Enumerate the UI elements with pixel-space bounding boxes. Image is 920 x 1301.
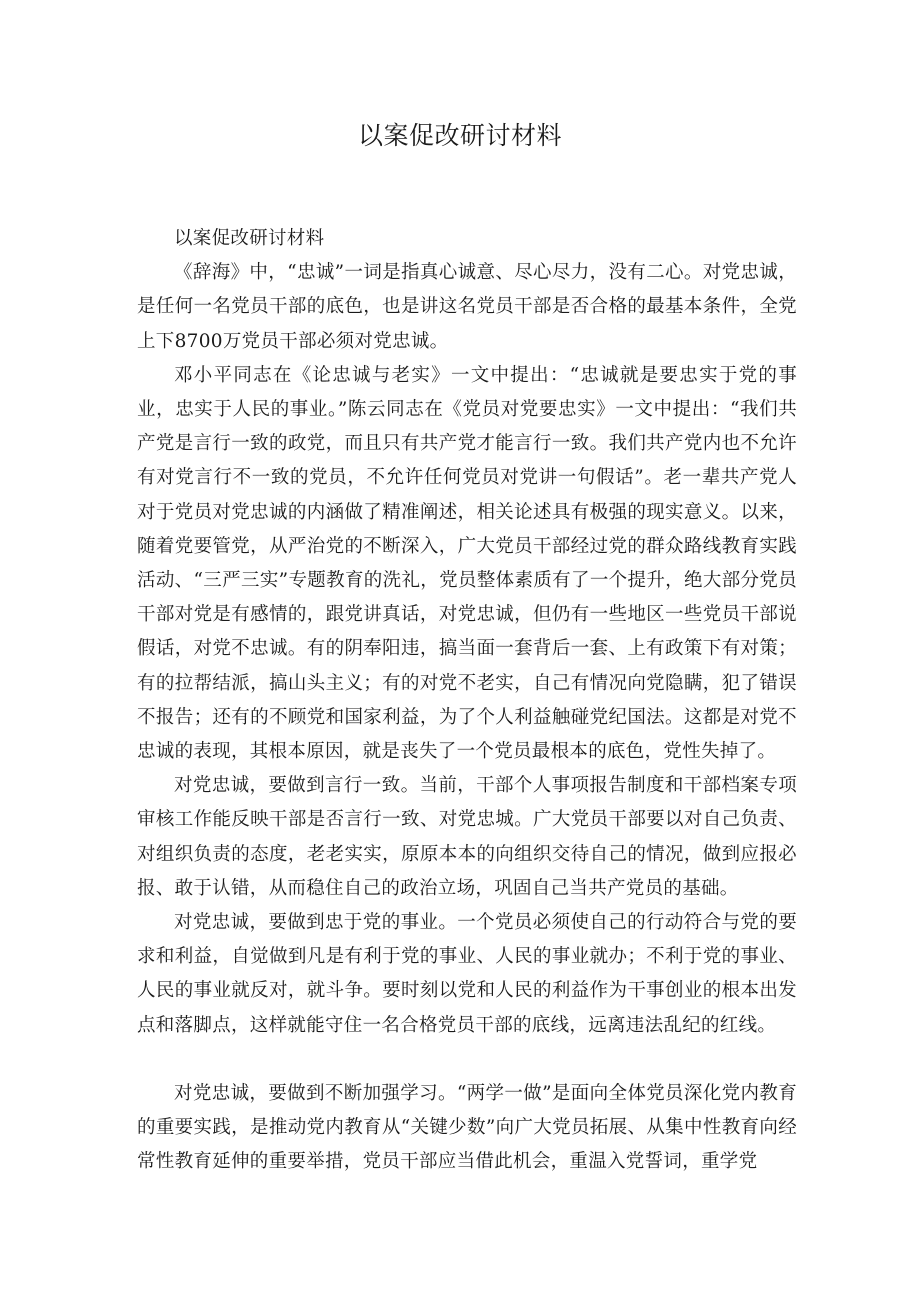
body-paragraph: 邓小平同志在《论忠诚与老实》一文中提出：“忠诚就是要忠实于党的事业，忠实于人民的事业。”陈云同志在《党员对党要忠实》一文中提出：“我们共产党是言行一致的政党，而且只有共产党才能言行一致。我们共产党内也不允许有对党言行不一致的党员，不允许任何党员对党讲一句假话”。老一辈共产党人对于党员对党忠诚的内涵做了精准阐述，相关论述具有极强的现实意义。以来，随着党要管党，从严治党的不断深入，广大党员干部经过党的群众路线教育实践活动、“三严三实”专题教育的洗礼，党员整体素质有了一个提升，绝大部分党员干部对党是有感情的，跟党讲真话，对党忠诚，但仍有一些地区一些党员干部说假话，对党不忠诚。有的阴奉阳违，搞当面一套背后一套、上有政策下有对策；有的拉帮结派，搞山头主义；有的对党不老实，自己有情况向党隐瞒，犯了错误不报告；还有的不顾党和国家利益，为了个人利益触碰党纪国法。这都是对党不忠诚的表现，其根本原因，就是丧失了一个党员最根本的底色，党性失掉了。 <box>137 364 797 763</box>
body-paragraph: 《辞海》中，“忠诚”一词是指真心诚意、尽心尽力，没有二心。对党忠诚，是任何一名党员干部的底色，也是讲这名党员干部是否合格的最基本条件，全党上下8700万党员干部必须对党忠诚。 <box>137 262 797 352</box>
body-subtitle-paragraph: 以案促改研讨材料 <box>174 228 325 249</box>
body-paragraph: 对党忠诚，要做到忠于党的事业。一个党员必须使自己的行动符合与党的要求和利益，自觉做到凡是有利于党的事业、人民的事业就办；不利于党的事业、人民的事业就反对，就斗争。要时刻以党和人民的利益作为干事创业的根本出发点和落脚点，这样就能守住一名合格党员干部的底线，远离违法乱纪的红线。 <box>137 912 797 1036</box>
document-body <box>137 222 797 1179</box>
body-paragraph: 对党忠诚，要做到不断加强学习。“两学一做”是面向全体党员深化党内教育的重要实践，是推动党内教育从“关键少数”向广大党员拓展、从集中性教育向经常性教育延伸的重要举措，党员干部应当借此机会，重温入党誓词，重学党 <box>137 1082 797 1173</box>
body-paragraph: 对党忠诚，要做到言行一致。当前，干部个人事项报告制度和干部档案专项审核工作能反映干部是否言行一致、对党忠城。广大党员干部要以对自己负责、对组织负责的态度，老老实实，原原本本的向组织交待自己的情况，做到应报必报、敢于认错，从而稳住自己的政治立场，巩固自己当共产党员的基础。 <box>137 775 797 899</box>
document-title: 以案促改研讨材料 <box>357 121 562 150</box>
